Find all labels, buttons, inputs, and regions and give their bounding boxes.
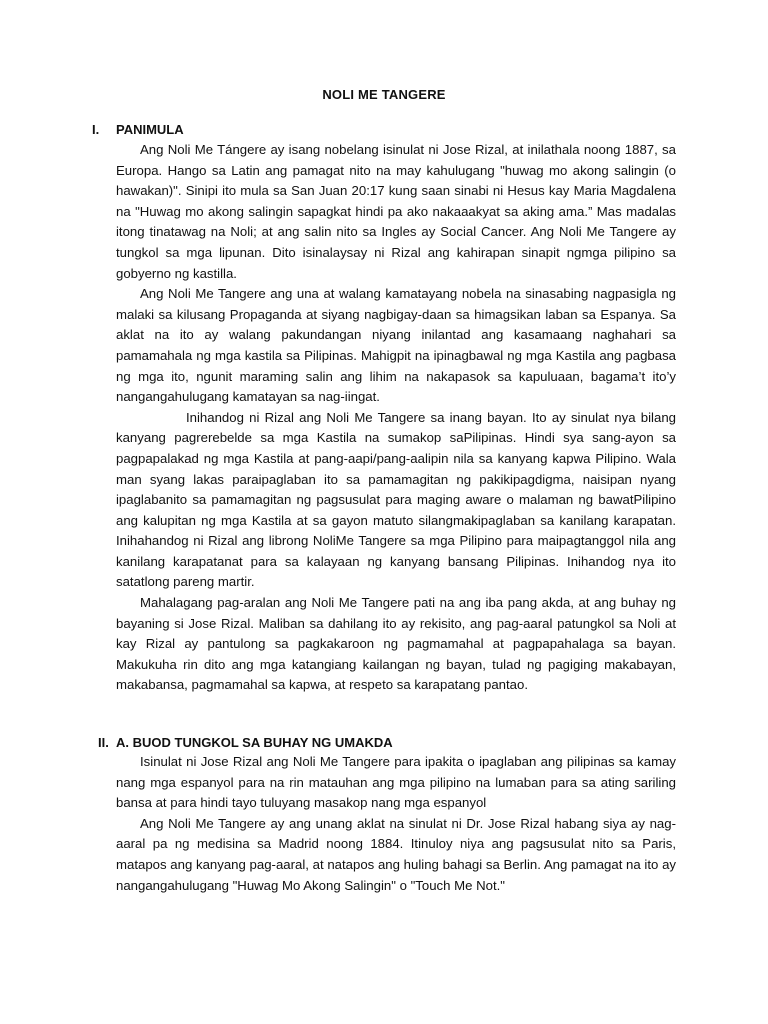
section-2-number: II.: [98, 735, 109, 750]
section-1-heading: PANIMULA: [116, 122, 184, 137]
section-1-paragraph: Ang Noli Me Tangere ang una at walang kamatayang nobela na sinasabing nagpasigla ng malaki sa kilusang Propaganda at siyang nagbigay-daan sa himagsikan laban sa Espanya. Sa aklat na ito ay walang pakundangan niyang inilantad ang kasamaang naghahari sa pamamahala ng mga kastila sa Pilipinas. Mahigpit na ipinagbawal ng mga Kastila ang pagbasa ng mga ito, ngunit maraming salin ang lihim na nakapasok sa kapuluaan, bagama’t ito’y nangangahulugang kamatayan sa nag-iingat.: [116, 286, 676, 405]
section-2-body: [116, 752, 676, 896]
section-2-paragraph: Isinulat ni Jose Rizal ang Noli Me Tangere para ipakita o ipaglaban ang pilipinas sa kamay nang mga espanyol para na rin matauhan ang mga pilipino na lumaban para sa ating sariling bansa at para hindi tayo tuluyang masakop nang mga espanyol: [116, 754, 676, 811]
section-1-body: [116, 140, 676, 696]
section-1-paragraph: Mahalagang pag-aralan ang Noli Me Tangere pati na ang iba pang akda, at ang buhay ng bayaning si Jose Rizal. Maliban sa dahilang ito ay rekisito, ang pag-aaral patungkol sa Noli at kay Rizal ay pantulong sa pagkakaroon ng pagmamahal at pagpapahalaga sa bayan. Makukuha rin dito ang mga katangiang kailangan ng bayan, tulad ng pagiging makabayan, makabansa, pagmamahal sa kapwa, at respeto sa karapatang pantao.: [116, 595, 676, 693]
section-1-number: I.: [92, 122, 100, 137]
section-2-paragraph: Ang Noli Me Tangere ay ang unang aklat na sinulat ni Dr. Jose Rizal habang siya ay nag-aaral pa ng medisina sa Madrid noong 1884. Itinuloy niya ang pagsusulat nito sa Paris, matapos ang kanyang pag-aaral, at natapos ang huling bahagi sa Berlin. Ang pamagat na ito ay nangangahulugang "Huwag Mo Akong Salingin" o "Touch Me Not.": [116, 815, 676, 893]
section-1-paragraph: Inihandog ni Rizal ang Noli Me Tangere sa inang bayan. Ito ay sinulat nya bilang kanyang pagrerebelde sa mga Kastila na sumakop saPilipinas. Hindi sya sang-ayon sa pagpapalakad ng mga Kastila at pang-aapi/pang-aalipin nila sa kanyang kapwa Pilipino. Wala man syang lakas paraipaglaban ito sa pamamagitan ng pakikipagdigma, naisipan nyang ipaglabanito sa pamamagitan ng pagsusulat para maging aware o malaman ng bawatPilipino ang kalupitan ng mga Kastila at sa gayon matuto silangmakipaglaban sa kanilang karapatan. Inihahandog ni Rizal ang librong NoliMe Tangere sa mga Pilipino para maipagtanggol nila ang kanilang karapatanat para sa kalayaan ng kanyang bansang Pilipinas. Inihandog nya ito satatlong pareng martir.: [116, 409, 676, 590]
section-2-heading: A. BUOD TUNGKOL SA BUHAY NG UMAKDA: [116, 735, 393, 750]
section-1-paragraph: Ang Noli Me Tángere ay isang nobelang isinulat ni Jose Rizal, at inilathala noong 1887, sa Europa. Hango sa Latin ang pamagat nito na may kahulugang "huwag mo akong salingin (o hawakan)". Sinipi ito mula sa San Juan 20:17 kung saan sinabi ni Hesus kay Maria Magdalena na "Huwag mo akong salingin sapagkat hindi pa ako nakaaakyat sa aking ama.” Mas madalas itong tinatawag na Noli; at ang salin nito sa Ingles ay Social Cancer. Ang Noli Me Tangere ay tungkol sa mga lipunan. Dito isinalaysay ni Rizal ang kahirapan sinapit ngmga pilipino sa gobyerno ng kastilla.: [116, 142, 676, 281]
document-title: NOLI ME TANGERE: [322, 87, 446, 102]
